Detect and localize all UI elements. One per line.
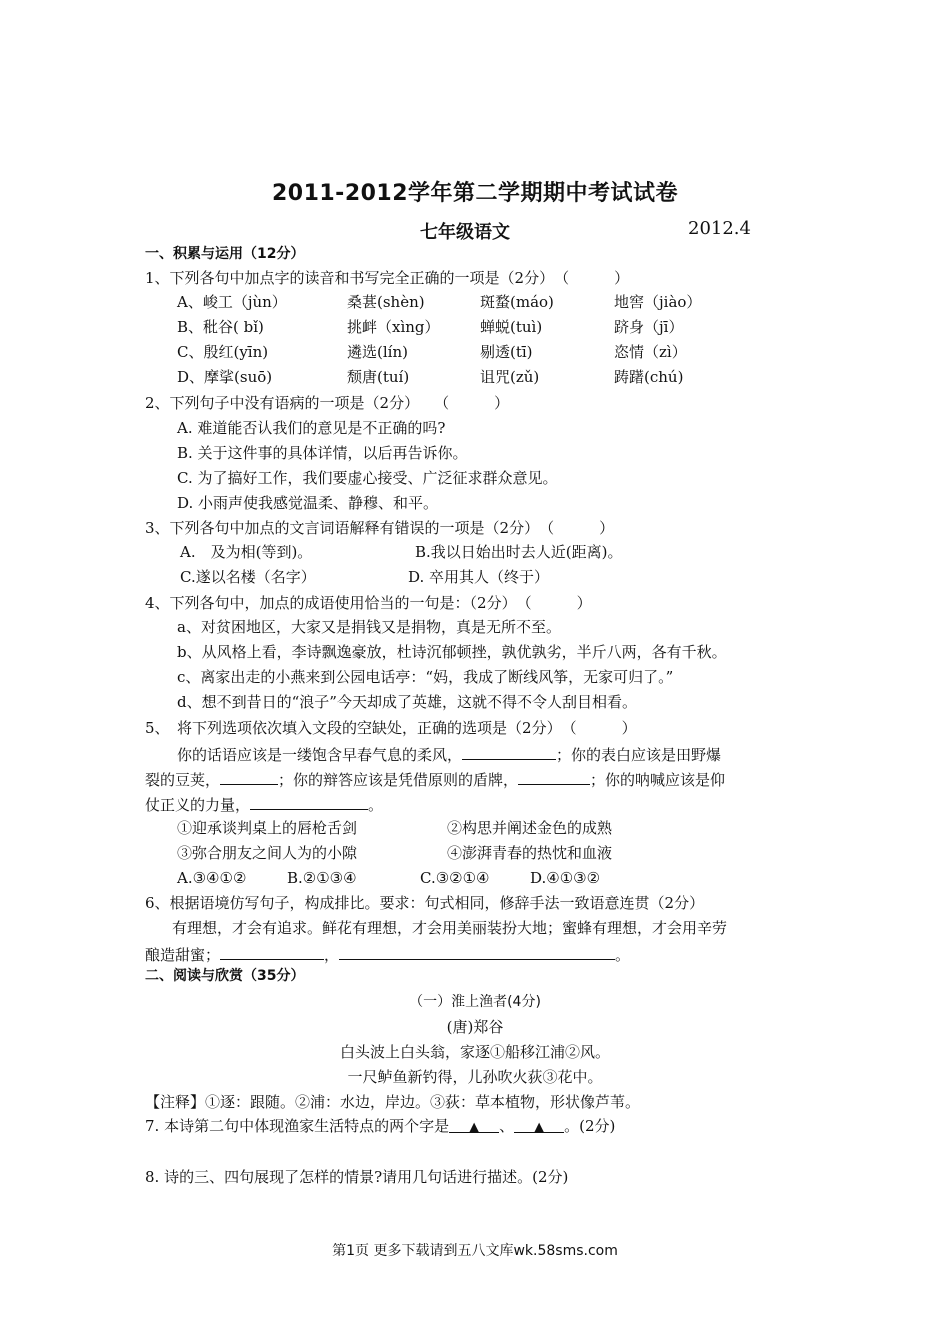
- q1-option-a2: 桑葚(shèn): [347, 293, 425, 311]
- q4-option-b: b、从风格上看，李诗飘逸豪放，杜诗沉郁顿挫，孰优孰劣，半斤八两，各有千秋。: [177, 643, 727, 661]
- q5-choice-c: C.③②①④: [420, 869, 490, 887]
- section2-heading: 二、阅读与欣赏（35分）: [145, 968, 305, 984]
- q1-option-b2: 挑衅（xìng）: [347, 318, 440, 336]
- q1-stem: 1、下列各句中加点字的读音和书写完全正确的一项是（2分） （ ）: [145, 269, 630, 287]
- q1-option-c4: 恣情（zì）: [614, 343, 687, 361]
- q5-stem: 5、 将下列选项依次填入文段的空缺处，正确的选项是（2分） （ ）: [145, 719, 637, 737]
- q2-option-a: A. 难道能否认我们的意见是不正确的吗?: [177, 419, 446, 437]
- q1-option-c1: C、殷红(yīn): [177, 343, 269, 361]
- q4-option-d: d、想不到昔日的“浪子”今天却成了英雄，这就不得不令人刮目相看。: [177, 693, 637, 711]
- q6-text: 。: [615, 946, 631, 964]
- q4-option-c: c、离家出走的小燕来到公园电话亭：“妈，我成了断线风筝，无家可归了。”: [177, 668, 674, 686]
- q2-option-c: C. 为了搞好工作，我们要虚心接受、广泛征求群众意见。: [177, 469, 558, 487]
- q5-passage-line1: [177, 743, 721, 765]
- q7-text: 。(2分): [564, 1117, 616, 1135]
- q5-choice-d: D.④①③②: [530, 869, 601, 887]
- poem-line-2: 一尺鲈鱼新钓得，儿孙吹火荻③花中。: [347, 1068, 603, 1086]
- poem-notes: 【注释】①逐：跟随。②浦：水边，岸边。③荻：草本植物，形状像芦苇。: [145, 1093, 641, 1111]
- q3-option-a: A. 及为相(等到)。: [180, 543, 313, 561]
- q5-item-4: ④澎湃青春的热忱和血液: [447, 844, 613, 862]
- q5-passage-text: 。: [368, 796, 384, 814]
- q3-option-d: D. 卒用其人（终于）: [408, 568, 550, 586]
- q5-blank-4[interactable]: [250, 793, 368, 810]
- q1-option-b1: B、秕谷( bǐ): [177, 318, 264, 336]
- q1-option-c2: 遴选(lín): [347, 343, 408, 361]
- q1-option-b3: 蝉蜕(tuì): [480, 318, 543, 336]
- q5-item-2: ②构思并阐述金色的成熟: [447, 819, 613, 837]
- page-title: 2011-2012学年第二学期期中考试试卷: [271, 181, 679, 206]
- q5-choice-a: A.③④①②: [177, 869, 247, 887]
- q1-option-d1: D、摩挲(suō): [177, 368, 273, 386]
- q7-blank-1[interactable]: [449, 1116, 499, 1133]
- q8-line: 8. 诗的三、四句展现了怎样的情景?请用几句话进行描述。(2分): [145, 1168, 569, 1186]
- section1-heading: 一、积累与运用（12分）: [145, 246, 305, 262]
- page-subtitle: 七年级语文: [420, 222, 510, 243]
- q6-answer-line: [145, 943, 630, 965]
- q5-passage-line2: [145, 768, 725, 790]
- q2-stem: 2、下列句子中没有语病的一项是（2分） （ ）: [145, 394, 510, 412]
- q6-text: 酿造甜蜜；: [145, 946, 221, 964]
- q5-passage-text: 仗正义的力量，: [145, 796, 251, 814]
- q1-option-d4: 踌躇(chú): [614, 368, 684, 386]
- q1-option-a3: 斑蝥(máo): [480, 293, 554, 311]
- q6-text: ，: [324, 946, 340, 964]
- q7-blank-2[interactable]: [514, 1116, 564, 1133]
- poem-title: （一）淮上渔者(4分): [409, 994, 541, 1010]
- q1-option-c3: 剔透(tī): [480, 343, 533, 361]
- q7-text: 7. 本诗第二句中体现渔家生活特点的两个字是: [145, 1117, 450, 1135]
- q5-passage-text: ；你的辩答应该是凭借原则的盾牌，: [278, 771, 519, 789]
- q3-stem: 3、下列各句中加点的文言词语解释有错误的一项是（2分） （ ）: [145, 519, 615, 537]
- q5-passage-text: ；你的呐喊应该是仰: [590, 771, 726, 789]
- q6-blank-1[interactable]: [220, 943, 324, 960]
- q5-passage-text: 你的话语应该是一缕饱含早春气息的柔风，: [177, 746, 463, 764]
- q4-option-a: a、对贫困地区，大家又是捐钱又是捐物，真是无所不至。: [177, 618, 561, 636]
- exam-date: 2012.4: [688, 218, 751, 239]
- q5-item-1: ①迎承谈判桌上的唇枪舌剑: [177, 819, 358, 837]
- q6-prompt: 有理想，才会有追求。鲜花有理想，才会用美丽装扮大地；蜜蜂有理想，才会用辛劳: [172, 919, 728, 937]
- q1-option-d2: 颓唐(tuí): [347, 368, 410, 386]
- q5-passage-text: ；你的表白应该是田野爆: [556, 746, 722, 764]
- q6-blank-2[interactable]: [339, 943, 615, 960]
- q5-item-3: ③弥合朋友之间人为的小隙: [177, 844, 358, 862]
- poem-author: (唐)郑谷: [446, 1018, 504, 1036]
- q7-line: [145, 1116, 615, 1136]
- q5-blank-2[interactable]: [220, 768, 278, 785]
- q5-blank-3[interactable]: [518, 768, 590, 785]
- q6-stem: 6、根据语境仿写句子，构成排比。要求：句式相同，修辞手法一致语意连贯（2分）: [145, 894, 705, 912]
- page-footer: 第1页 更多下载请到五八文库wk.58sms.com: [332, 1243, 618, 1259]
- triangle-icon: ▲: [469, 1120, 480, 1135]
- q3-option-b: B.我以日始出时去人近(距离)。: [415, 543, 623, 561]
- q5-blank-1[interactable]: [462, 743, 556, 760]
- q1-option-d3: 诅咒(zǔ): [480, 368, 540, 386]
- q1-option-a1: A、峻工（jùn）: [177, 293, 287, 311]
- triangle-icon: ▲: [534, 1120, 545, 1135]
- q5-passage-text: 裂的豆荚，: [145, 771, 221, 789]
- q7-text: 、: [499, 1117, 515, 1135]
- q5-passage-line3: [145, 793, 383, 815]
- poem-line-1: 白头波上白头翁，家逐①船移江浦②风。: [339, 1043, 610, 1061]
- q4-stem: 4、下列各句中，加点的成语使用恰当的一句是：（2分） （ ）: [145, 594, 592, 612]
- q2-option-b: B. 关于这件事的具体详情，以后再告诉你。: [177, 444, 468, 462]
- q5-choice-b: B.②①③④: [287, 869, 357, 887]
- q1-option-a4: 地窖（jiào）: [614, 293, 702, 311]
- q1-option-b4: 跻身（jī）: [614, 318, 684, 336]
- q3-option-c: C.遂以名楼（名字）: [180, 568, 316, 586]
- q2-option-d: D. 小雨声使我感觉温柔、静穆、和平。: [177, 494, 439, 512]
